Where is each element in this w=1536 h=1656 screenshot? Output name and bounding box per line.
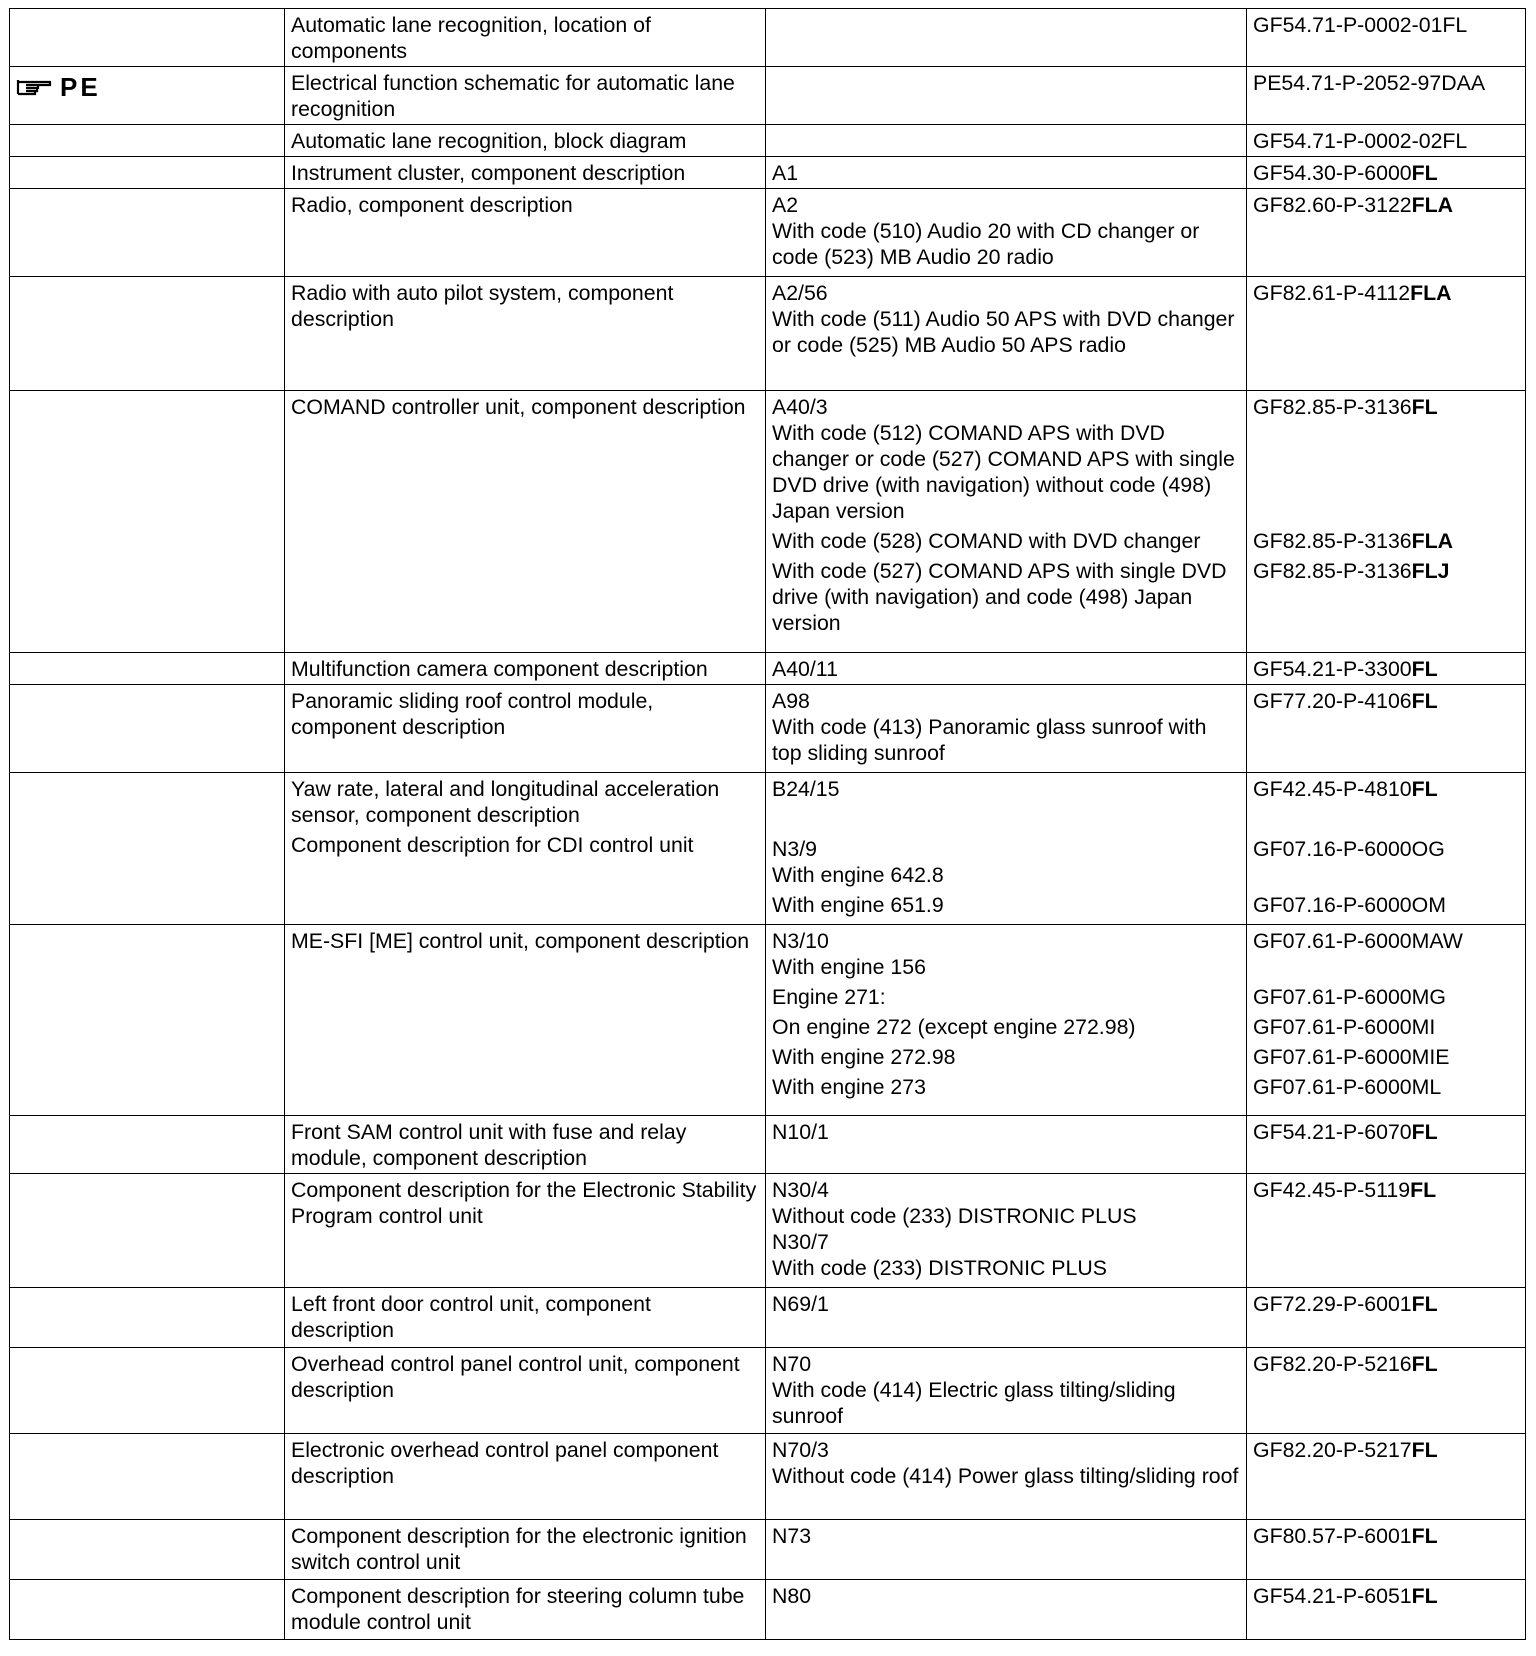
code-cell	[766, 189, 1247, 277]
component-code: N70/3	[772, 1438, 829, 1462]
code-cell	[766, 925, 1247, 1116]
code-condition: On engine 272 (except engine 272.98)	[772, 1015, 1136, 1039]
table-row	[10, 67, 1526, 125]
code-condition: Without code (233) DISTRONIC PLUS	[772, 1204, 1137, 1228]
component-code: A1	[772, 161, 799, 185]
table-row	[10, 1434, 1526, 1520]
code-condition: With code (511) Audio 50 APS with DVD changer or code (525) MB Audio 50 APS radio	[772, 307, 1235, 357]
marker-cell	[10, 685, 285, 773]
title-text: Component description for CDI control unit	[291, 833, 694, 857]
code-condition: Without code (414) Power glass tilting/sliding roof	[772, 1464, 1239, 1488]
ref-cell	[1247, 391, 1526, 653]
title-cell: Component description for steering column tube module control unit	[285, 1580, 766, 1640]
title-cell: Overhead control panel control unit, component description	[285, 1348, 766, 1434]
document-reference[interactable]: GF82.20-P-5217FL	[1253, 1438, 1438, 1462]
document-reference[interactable]: GF82.20-P-5216FL	[1253, 1352, 1438, 1376]
component-code: N3/10	[772, 929, 829, 953]
marker-cell	[10, 189, 285, 277]
document-reference[interactable]: GF54.71-P-0002-01FL	[1253, 13, 1468, 37]
marker-cell	[10, 157, 285, 189]
code-condition: With code (414) Electric glass tilting/sliding sunroof	[772, 1378, 1176, 1428]
code-cell	[766, 773, 1247, 925]
code-condition: With code (527) COMAND APS with single DVD drive (with navigation) and code (498) Japan version	[772, 559, 1227, 635]
code-condition: With engine 272.98	[772, 1045, 956, 1069]
table-row	[10, 1348, 1526, 1434]
document-reference[interactable]: PE54.71-P-2052-97DAA	[1253, 71, 1486, 95]
component-code: N73	[772, 1524, 812, 1548]
title-cell: Radio with auto pilot system, component description	[285, 277, 766, 391]
component-code: N3/9	[772, 837, 817, 861]
ref-cell	[1247, 1520, 1526, 1580]
title-cell: Instrument cluster, component description	[285, 157, 766, 189]
ref-cell	[1247, 925, 1526, 1116]
code-cell	[766, 157, 1247, 189]
document-reference[interactable]: GF80.57-P-6001FL	[1253, 1524, 1438, 1548]
marker-cell	[10, 773, 285, 925]
reference-table	[9, 8, 1526, 1640]
component-code: N70	[772, 1352, 812, 1376]
code-condition: With code (510) Audio 20 with CD changer or code (523) MB Audio 20 radio	[772, 219, 1200, 269]
ref-cell	[1247, 685, 1526, 773]
code-condition: With engine 642.8	[772, 863, 944, 887]
code-condition: With code (233) DISTRONIC PLUS	[772, 1256, 1107, 1280]
code-cell	[766, 1288, 1247, 1348]
component-code: N80	[772, 1584, 812, 1608]
code-cell	[766, 1116, 1247, 1174]
document-reference[interactable]: GF82.61-P-4112FLA	[1253, 281, 1452, 305]
component-code: B24/15	[772, 777, 840, 801]
ref-cell	[1247, 1288, 1526, 1348]
marker-cell	[10, 391, 285, 653]
document-reference[interactable]: GF77.20-P-4106FL	[1253, 689, 1438, 713]
table-row	[10, 1580, 1526, 1640]
ref-cell	[1247, 277, 1526, 391]
marker-cell	[10, 925, 285, 1116]
component-code: N30/4	[772, 1178, 829, 1202]
document-reference[interactable]: GF07.61-P-6000ML	[1253, 1075, 1442, 1099]
code-cell	[766, 1520, 1247, 1580]
document-reference[interactable]: GF07.16-P-6000OM	[1253, 893, 1446, 917]
title-text: Yaw rate, lateral and longitudinal acceleration sensor, component description	[291, 777, 720, 827]
ref-cell	[1247, 1580, 1526, 1640]
table-row	[10, 391, 1526, 653]
table-row	[10, 1520, 1526, 1580]
component-code: A40/11	[772, 657, 838, 681]
code-cell	[766, 1434, 1247, 1520]
marker-cell	[10, 1116, 285, 1174]
document-reference[interactable]: GF72.29-P-6001FL	[1253, 1292, 1438, 1316]
document-reference[interactable]: GF82.60-P-3122FLA	[1253, 193, 1454, 217]
code-condition: With code (528) COMAND with DVD changer	[772, 529, 1201, 553]
title-cell: COMAND controller unit, component description	[285, 391, 766, 653]
component-code: A2/56	[772, 281, 828, 305]
component-code: A40/3	[772, 395, 828, 419]
title-cell: ME-SFI [ME] control unit, component description	[285, 925, 766, 1116]
marker-cell	[10, 1580, 285, 1640]
ref-cell	[1247, 1116, 1526, 1174]
pointing-hand-icon	[16, 76, 52, 98]
document-reference[interactable]: GF82.85-P-3136FL	[1253, 395, 1438, 419]
table-row	[10, 157, 1526, 189]
marker-cell	[10, 9, 285, 67]
code-cell	[766, 1580, 1247, 1640]
table-row	[10, 925, 1526, 1116]
code-cell	[766, 1174, 1247, 1288]
marker-cell	[10, 1520, 285, 1580]
ref-cell	[1247, 157, 1526, 189]
ref-cell	[1247, 1348, 1526, 1434]
title-cell: Left front door control unit, component description	[285, 1288, 766, 1348]
document-reference[interactable]: GF54.71-P-0002-02FL	[1253, 129, 1468, 153]
ref-cell	[1247, 773, 1526, 925]
table-row	[10, 1116, 1526, 1174]
document-reference[interactable]: GF54.21-P-6070FL	[1253, 1120, 1438, 1144]
code-cell	[766, 9, 1247, 67]
code-cell	[766, 125, 1247, 157]
component-code: A2	[772, 193, 799, 217]
marker-cell	[10, 1288, 285, 1348]
code-condition: With engine 156	[772, 955, 926, 979]
marker-cell	[10, 277, 285, 391]
table-row	[10, 1288, 1526, 1348]
document-reference[interactable]: GF42.45-P-5119FL	[1253, 1178, 1437, 1202]
title-cell: Component description for the electronic ignition switch control unit	[285, 1520, 766, 1580]
ref-cell	[1247, 67, 1526, 125]
code-condition: With engine 273	[772, 1075, 926, 1099]
table-row	[10, 1174, 1526, 1288]
title-cell: Electrical function schematic for automatic lane recognition	[285, 67, 766, 125]
code-condition: With engine 651.9	[772, 893, 944, 917]
title-cell: Component description for the Electronic Stability Program control unit	[285, 1174, 766, 1288]
code-cell	[766, 67, 1247, 125]
table-row	[10, 189, 1526, 277]
code-cell	[766, 653, 1247, 685]
document-reference[interactable]: GF82.85-P-3136FLJ	[1253, 559, 1450, 583]
component-code: N69/1	[772, 1292, 829, 1316]
document-reference[interactable]: GF07.61-P-6000MIE	[1253, 1045, 1450, 1069]
code-cell	[766, 277, 1247, 391]
title-cell: Front SAM control unit with fuse and relay module, component description	[285, 1116, 766, 1174]
code-cell	[766, 685, 1247, 773]
document-reference[interactable]: GF82.85-P-3136FLA	[1253, 529, 1454, 553]
code-condition: With code (512) COMAND APS with DVD changer or code (527) COMAND APS with single DVD drive (with navigation) without code (498) Japan version	[772, 421, 1235, 523]
document-reference[interactable]: GF54.21-P-3300FL	[1253, 657, 1438, 681]
code-cell	[766, 1348, 1247, 1434]
title-cell: Automatic lane recognition, location of components	[285, 9, 766, 67]
table-row	[10, 277, 1526, 391]
document-reference[interactable]: GF42.45-P-4810FL	[1253, 777, 1438, 801]
table-row	[10, 685, 1526, 773]
table-row	[10, 773, 1526, 925]
marker-cell	[10, 125, 285, 157]
document-reference[interactable]: GF54.30-P-6000FL	[1253, 161, 1438, 185]
component-code: N10/1	[772, 1120, 829, 1144]
marker-cell	[10, 1434, 285, 1520]
marker-cell	[10, 1174, 285, 1288]
document-reference[interactable]: GF07.16-P-6000OG	[1253, 837, 1445, 861]
ref-cell	[1247, 653, 1526, 685]
document-reference[interactable]: GF07.61-P-6000MI	[1253, 1015, 1436, 1039]
ref-cell	[1247, 125, 1526, 157]
document-reference[interactable]: GF54.21-P-6051FL	[1253, 1584, 1438, 1608]
title-cell: Panoramic sliding roof control module, component description	[285, 685, 766, 773]
title-cell: Electronic overhead control panel component description	[285, 1434, 766, 1520]
title-cell: Radio, component description	[285, 189, 766, 277]
marker-label: PE	[60, 72, 101, 102]
ref-cell	[1247, 189, 1526, 277]
marker-cell	[10, 653, 285, 685]
ref-cell	[1247, 1434, 1526, 1520]
ref-cell	[1247, 9, 1526, 67]
table-row	[10, 9, 1526, 67]
title-cell: Multifunction camera component description	[285, 653, 766, 685]
pe-marker	[16, 70, 278, 100]
code-condition: With code (413) Panoramic glass sunroof with top sliding sunroof	[772, 715, 1207, 765]
component-code: A98	[772, 689, 810, 713]
table-row	[10, 125, 1526, 157]
document-reference[interactable]: GF07.61-P-6000MAW	[1253, 929, 1463, 953]
component-code: N30/7	[772, 1230, 829, 1254]
title-cell	[285, 773, 766, 925]
table-row	[10, 653, 1526, 685]
marker-cell	[10, 67, 285, 125]
code-condition: Engine 271:	[772, 985, 886, 1009]
marker-cell	[10, 1348, 285, 1434]
document-reference[interactable]: GF07.61-P-6000MG	[1253, 985, 1446, 1009]
ref-cell	[1247, 1174, 1526, 1288]
title-cell: Automatic lane recognition, block diagram	[285, 125, 766, 157]
code-cell	[766, 391, 1247, 653]
